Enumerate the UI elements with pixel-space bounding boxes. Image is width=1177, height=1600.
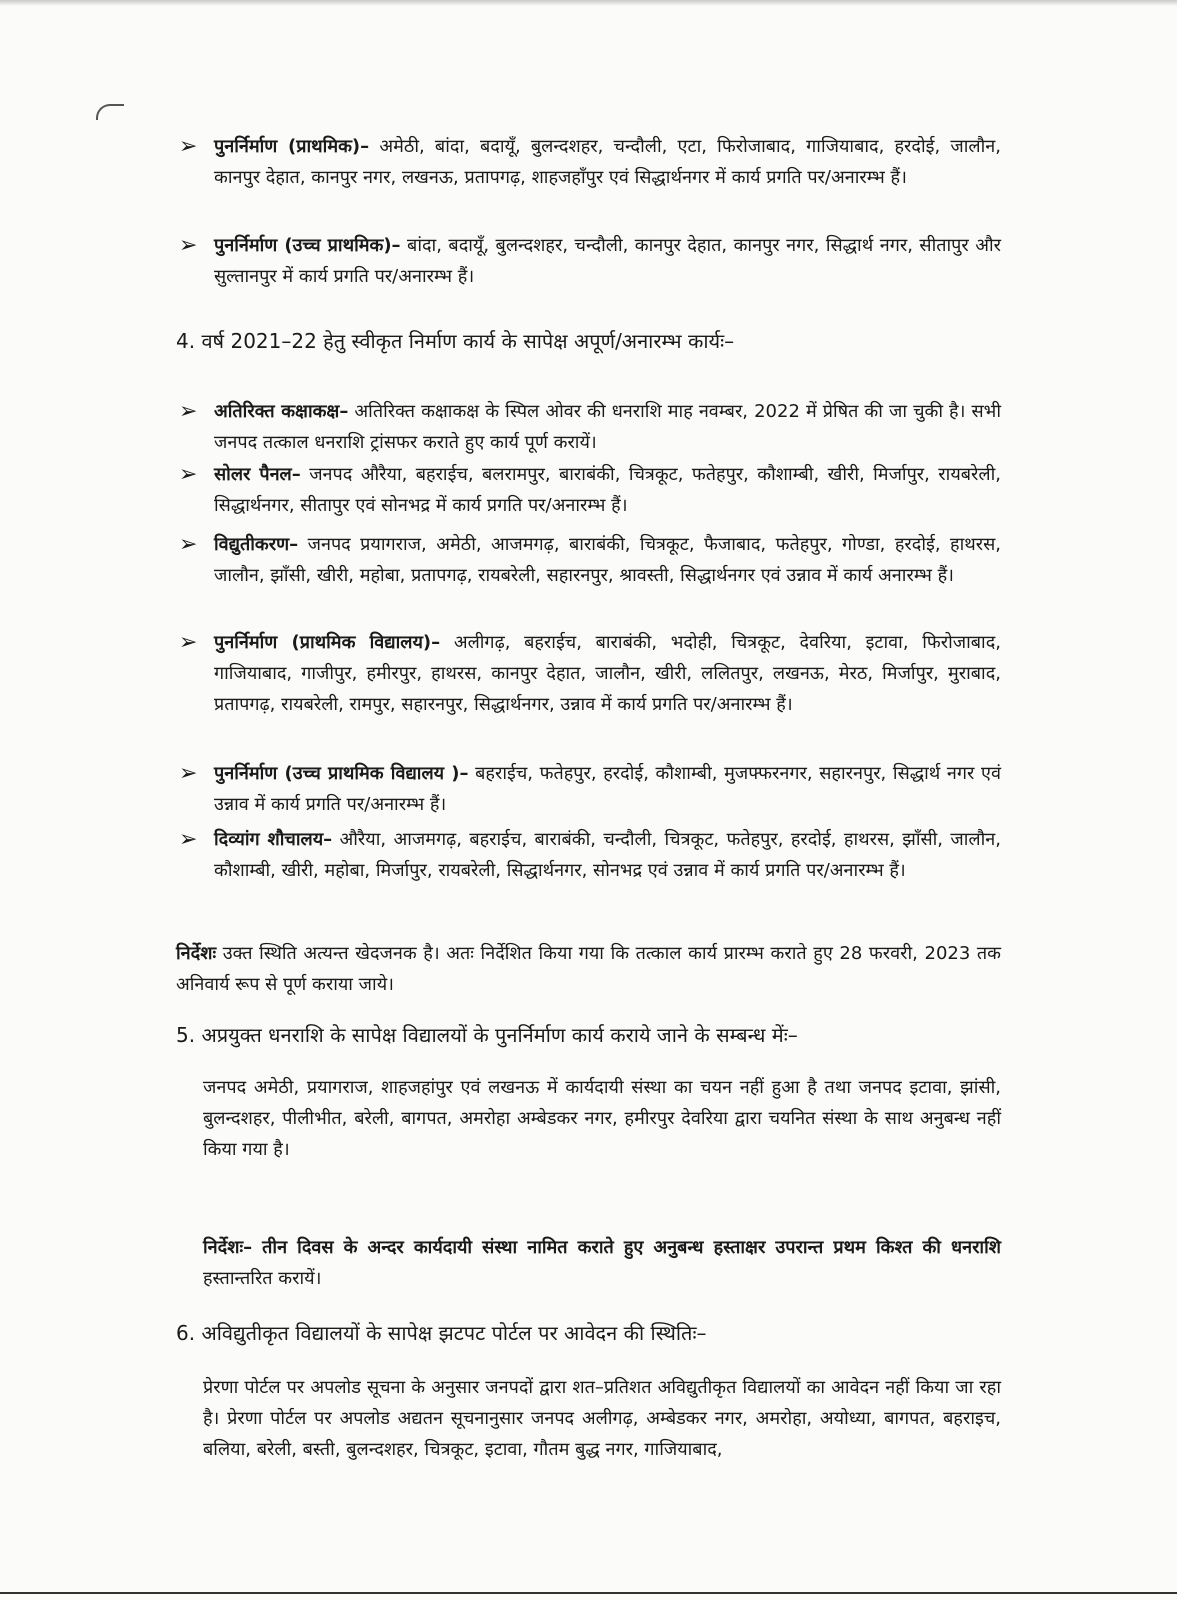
arrow-bullet-icon: ➢ (179, 462, 198, 487)
instruction-text: उक्त स्थिति अत्यन्त खेदजनक है। अतः निर्देशित किया गया कि तत्काल कार्य प्रारम्भ कराते हुए 28 फरवरी, 2023 तक अनिवार्य रूप से पूर्ण कराया जाये। (176, 943, 1001, 995)
pen-mark (96, 104, 124, 120)
arrow-bullet-icon: ➢ (179, 233, 198, 258)
instruction-paragraph (203, 1232, 1001, 1294)
section-heading: 6. अविद्युतीकृत विद्यालयों के सापेक्ष झटपट पोर्टल पर आवेदन की स्थितिः– (176, 1321, 707, 1345)
list-item (179, 459, 1001, 521)
instruction-bold-text: निर्देशः– तीन दिवस के अन्दर कार्यदायी संस्था नामित कराते हुए अनुबन्ध हस्ताक्षर उपरान्त प्रथम किश्त की धनराशि (203, 1237, 1001, 1258)
list-item (179, 131, 1001, 193)
section-paragraph: जनपद अमेठी, प्रयागराज, शाहजहांपुर एवं लखनऊ में कार्यदायी संस्था का चयन नहीं हुआ है तथा जनपद इटावा, झांसी, बुलन्दशहर, पीलीभीत, बरेली, बागपत, अमरोहा अम्बेडकर नगर, हमीरपुर देवरिया द्वारा चयनित संस्था के साथ अनुबन्ध नहीं किया गया है। (203, 1077, 1001, 1160)
arrow-bullet-icon: ➢ (179, 761, 198, 786)
bullet-text: औरैया, आजमगढ़, बहराईच, बाराबंकी, चन्दौली, चित्रकूट, फतेहपुर, हरदोई, हाथरस, झाँसी, जालौन, कौशाम्बी, खीरी, महोबा, मिर्जापुर, रायबरेली, सिद्धार्थनगर, सोनभद्र एवं उन्नाव में कार्य प्रगति पर/अनारम्भ हैं। (214, 829, 1001, 881)
instruction-label: निर्देशः (176, 943, 217, 964)
bullet-title: विद्युतीकरण– (214, 534, 299, 555)
arrow-bullet-icon: ➢ (179, 134, 198, 159)
bullet-title: अतिरिक्त कक्षाकक्ष– (214, 401, 349, 422)
bullet-title: पुनर्निर्माण (उच्च प्राथमिक विद्यालय )– (214, 763, 469, 784)
list-item (179, 627, 1001, 720)
section-paragraph: प्रेरणा पोर्टल पर अपलोड सूचना के अनुसार जनपदों द्वारा शत–प्रतिशत अविद्युतीकृत विद्यालयों का आवेदन नहीं किया जा रहा है। प्रेरणा पोर्टल पर अपलोड अद्यतन सूचनानुसार जनपद अलीगढ़, अम्बेडकर नगर, अमरोहा, अयोध्या, बागपत, बहराइच, बलिया, बरेली, बस्ती, बुलन्दशहर, चित्रकूट, इटावा, गौतम बुद्ध नगर, गाजियाबाद, (203, 1377, 1001, 1460)
bullet-text: अलीगढ़, बहराईच, बाराबंकी, भदोही, चित्रकूट, देवरिया, इटावा, फिरोजाबाद, गाजियाबाद, गाजीपुर, हमीरपुर, हाथरस, कानपुर देहात, जालौन, खीरी, ललितपुर, लखनऊ, मेरठ, मिर्जापुर, मुराबाद, प्रतापगढ़, रायबरेली, रामपुर, सहारनपुर, सिद्धार्थनगर, उन्नाव में कार्य प्रगति पर/अनारम्भ हैं। (214, 632, 1001, 715)
section-heading: 5. अप्रयुक्त धनराशि के सापेक्ष विद्यालयों के पुनर्निर्माण कार्य कराये जाने के सम्बन्ध मेंः– (176, 1023, 798, 1047)
bullet-title: सोलर पैनल– (214, 464, 301, 485)
bullet-text: जनपद औरैया, बहराईच, बलरामपुर, बाराबंकी, चित्रकूट, फतेहपुर, कौशाम्बी, खीरी, मिर्जापुर, रायबरेली, सिद्धार्थनगर, सीतापुर एवं सोनभद्र में कार्य प्रगति पर/अनारम्भ हैं। (214, 464, 1001, 516)
bullet-text: अतिरिक्त कक्षाकक्ष के स्पिल ओवर की धनराशि माह नवम्बर, 2022 में प्रेषित की जा चुकी है। सभी जनपद तत्काल धनराशि ट्रांसफर कराते हुए कार्य पूर्ण करायें। (214, 401, 1001, 453)
bullet-title: दिव्यांग शौचालय– (214, 829, 333, 850)
scan-bottom-edge (0, 1592, 1177, 1594)
list-item (179, 824, 1001, 886)
arrow-bullet-icon: ➢ (179, 532, 198, 557)
arrow-bullet-icon: ➢ (179, 827, 198, 852)
bullet-title: पुनर्निर्माण (प्राथमिक विद्यालय)– (214, 632, 441, 653)
bullet-title: पुनर्निर्माण (उच्च प्राथमिक)– (214, 235, 401, 256)
list-item (179, 396, 1001, 458)
bullet-text: बांदा, बदायूँ, बुलन्दशहर, चन्दौली, कानपुर देहात, कानपुर नगर, सिद्धार्थ नगर, सीतापुर और सुल्तानपुर में कार्य प्रगति पर/अनारम्भ हैं। (214, 235, 1001, 287)
arrow-bullet-icon: ➢ (179, 630, 198, 655)
bullet-title: पुनर्निर्माण (प्राथमिक)– (214, 136, 370, 157)
instruction-text: हस्तान्तरित करायें। (203, 1268, 322, 1289)
bullet-text: जनपद प्रयागराज, अमेठी, आजमगढ़, बाराबंकी, चित्रकूट, फैजाबाद, फतेहपुर, गोण्डा, हरदोई, हाथरस, जालौन, झाँसी, खीरी, महोबा, प्रतापगढ़, रायबरेली, सहारनपुर, श्रावस्ती, सिद्धार्थनगर एवं उन्नाव में कार्य अनारम्भ हैं। (214, 534, 1001, 586)
instruction-paragraph (176, 938, 1001, 1000)
arrow-bullet-icon: ➢ (179, 399, 198, 424)
list-item (179, 230, 1001, 292)
list-item (179, 529, 1001, 591)
list-item (179, 758, 1001, 820)
section-heading: 4. वर्ष 2021–22 हेतु स्वीकृत निर्माण कार्य के सापेक्ष अपूर्ण/अनारम्भ कार्यः– (176, 329, 735, 353)
bullet-text: अमेठी, बांदा, बदायूँ, बुलन्दशहर, चन्दौली, एटा, फिरोजाबाद, गाजियाबाद, हरदोई, जालौन, कानपुर देहात, कानपुर नगर, लखनऊ, प्रतापगढ़, शाहजहाँपुर एवं सिद्धार्थनगर में कार्य प्रगति पर/अनारम्भ हैं। (214, 136, 1001, 188)
scan-top-edge (0, 0, 1177, 6)
bullet-text: बहराईच, फतेहपुर, हरदोई, कौशाम्बी, मुजफ्फरनगर, सहारनपुर, सिद्धार्थ नगर एवं उन्नाव में कार्य प्रगति पर/अनारम्भ हैं। (214, 763, 1001, 815)
